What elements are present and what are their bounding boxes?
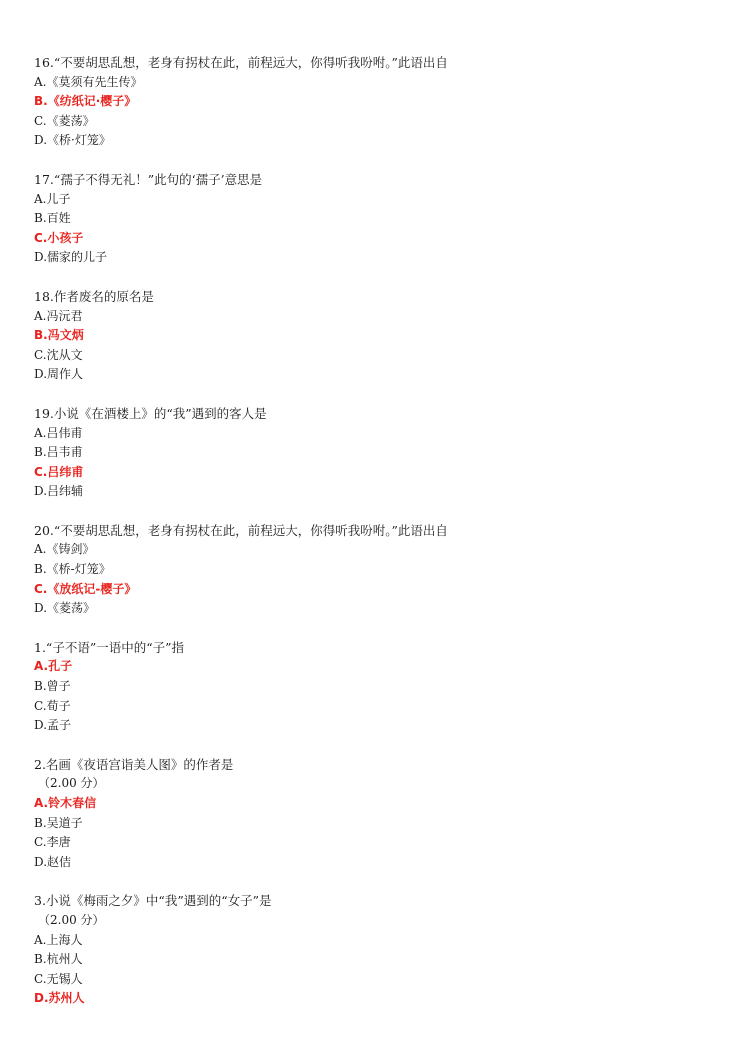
answer-option: C.沈从文 <box>34 347 83 362</box>
answer-option: A.吕伟甫 <box>34 425 83 440</box>
correct-option: B.冯文炳 <box>34 328 84 343</box>
correct-option: C.小孩子 <box>34 230 84 245</box>
question-block <box>34 891 714 1009</box>
answer-option: A.冯沅君 <box>34 308 83 323</box>
question-prompt: 3.小说《梅雨之夕》中“我”遇到的“女子”是 <box>34 893 272 909</box>
answer-option: B.吕韦甫 <box>34 445 83 460</box>
question-prompt: 18.作者废名的原名是 <box>34 288 154 304</box>
question-block <box>34 287 714 385</box>
answer-option: C.《菱荡》 <box>34 113 95 128</box>
answer-option: B.杭州人 <box>34 952 83 967</box>
answer-option: B.吴道子 <box>34 815 83 830</box>
answer-option: B.百姓 <box>34 211 71 226</box>
question-prompt: 17.“孺子不得无礼！”此句的‘孺子’意思是 <box>34 171 263 187</box>
answer-option: C.荀子 <box>34 698 71 713</box>
answer-option: B.《桥-灯笼》 <box>34 562 111 577</box>
answer-option: D.周作人 <box>34 367 84 382</box>
answer-option: D.《菱荡》 <box>34 601 96 616</box>
question-block <box>34 755 714 873</box>
correct-option: D.苏州人 <box>34 991 85 1006</box>
answer-option: D.孟子 <box>34 718 72 733</box>
correct-option: B.《纺纸记·樱子》 <box>34 94 137 109</box>
question-prompt: 1.“子不语”一语中的“子”指 <box>34 639 184 655</box>
correct-option: A.孔子 <box>34 659 73 674</box>
answer-option: D.吕纬辅 <box>34 484 84 499</box>
answer-option: D.《桥·灯笼》 <box>34 133 111 148</box>
answer-option: B.曾子 <box>34 679 71 694</box>
answer-option: A.儿子 <box>34 191 71 206</box>
question-block <box>34 170 714 268</box>
correct-option: C.吕纬甫 <box>34 464 84 479</box>
question-score: （2.00 分） <box>38 776 105 791</box>
answer-option: C.李唐 <box>34 835 71 850</box>
answer-option: D.儒家的儿子 <box>34 250 108 265</box>
answer-option: A.《铸剑》 <box>34 542 95 557</box>
question-prompt: 16.“不要胡思乱想，老身有拐杖在此，前程远大，你得听我吩咐。”此语出自 <box>34 55 448 70</box>
question-score: （2.00 分） <box>38 912 105 927</box>
answer-option: A.《莫须有先生传》 <box>34 74 143 89</box>
question-block <box>34 638 714 736</box>
question-prompt: 2.名画《夜语宫诣美人图》的作者是 <box>34 756 234 772</box>
question-block <box>34 53 714 151</box>
question-block <box>34 521 714 619</box>
answer-option: C.无锡人 <box>34 971 83 986</box>
correct-option: C.《放纸记-樱子》 <box>34 581 137 596</box>
question-block <box>34 404 714 502</box>
answer-option: D.赵佶 <box>34 854 72 869</box>
correct-option: A.铃木春信 <box>34 796 97 810</box>
question-prompt: 19.小说《在酒楼上》的“我”遇到的客人是 <box>34 405 267 421</box>
answer-option: A.上海人 <box>34 932 83 947</box>
question-prompt: 20.“不要胡思乱想，老身有拐杖在此，前程远大，你得听我吩咐。”此语出自 <box>34 522 448 538</box>
question-list <box>34 53 714 1028</box>
